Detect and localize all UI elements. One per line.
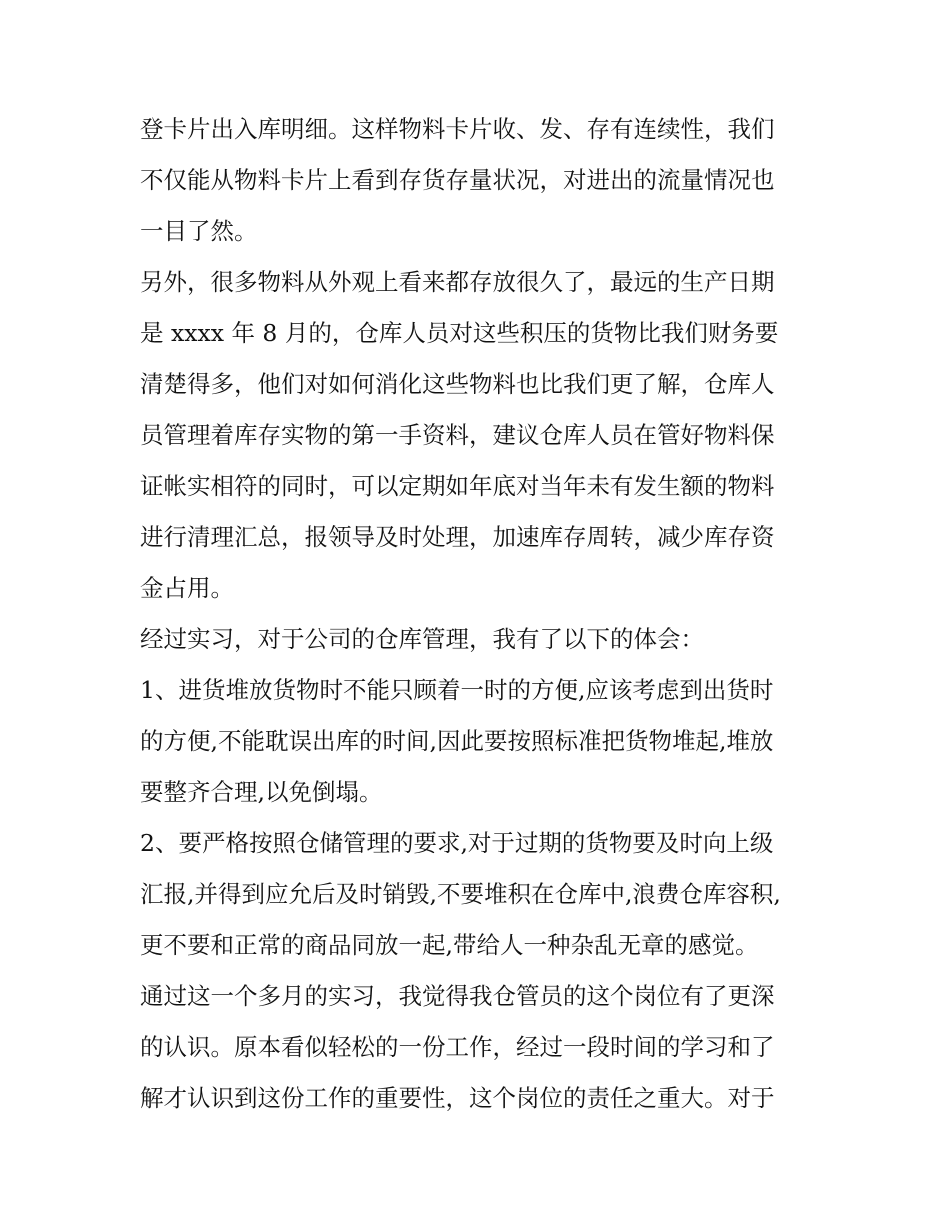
body-text [140, 104, 820, 1124]
text-line: 进行清理汇总，报领导及时处理，加速库存周转，减少库存资 [140, 523, 775, 551]
text-line: 的方便,不能耽误出库的时间,因此要按照标准把货物堆起,堆放 [140, 727, 774, 755]
text-line: 不仅能从物料卡片上看到存货存量状况，对进出的流量情况也 [140, 166, 775, 194]
text-line: 经过实习，对于公司的仓库管理，我有了以下的体会： [140, 625, 704, 653]
text-line: 金占用。 [140, 574, 234, 602]
text-line: 汇报,并得到应允后及时销毁,不要堆积在仓库中,浪费仓库容积, [140, 880, 781, 908]
text-line: 登卡片出入库明细。这样物料卡片收、发、存有连续性，我们 [140, 115, 775, 143]
text-line: 另外，很多物料从外观上看来都存放很久了，最远的生产日期 [140, 268, 775, 296]
text-line: 证帐实相符的同时，可以定期如年底对当年未有发生额的物料 [140, 472, 775, 500]
text-line: 2、要严格按照仓储管理的要求,对于过期的货物要及时向上级 [140, 829, 774, 857]
text-line: 要整齐合理,以免倒塌。 [140, 778, 383, 806]
text-line: 1、进货堆放货物时不能只顾着一时的方便,应该考虑到出货时 [140, 676, 774, 704]
text-line: 更不要和正常的商品同放一起,带给人一种杂乱无章的感觉。 [140, 931, 759, 959]
text-line: 员管理着库存实物的第一手资料，建议仓库人员在管好物料保 [140, 421, 775, 449]
text-line: 解才认识到这份工作的重要性，这个岗位的责任之重大。对于 [140, 1084, 775, 1112]
text-line: 是 xxxx 年 8 月的，仓库人员对这些积压的货物比我们财务要 [140, 319, 779, 347]
text-line: 通过这一个多月的实习，我觉得我仓管员的这个岗位有了更深 [140, 982, 775, 1010]
text-line: 一目了然。 [140, 217, 258, 245]
text-line: 的认识。原本看似轻松的一份工作，经过一段时间的学习和了 [140, 1033, 775, 1061]
text-line: 清楚得多，他们对如何消化这些物料也比我们更了解，仓库人 [140, 370, 775, 398]
